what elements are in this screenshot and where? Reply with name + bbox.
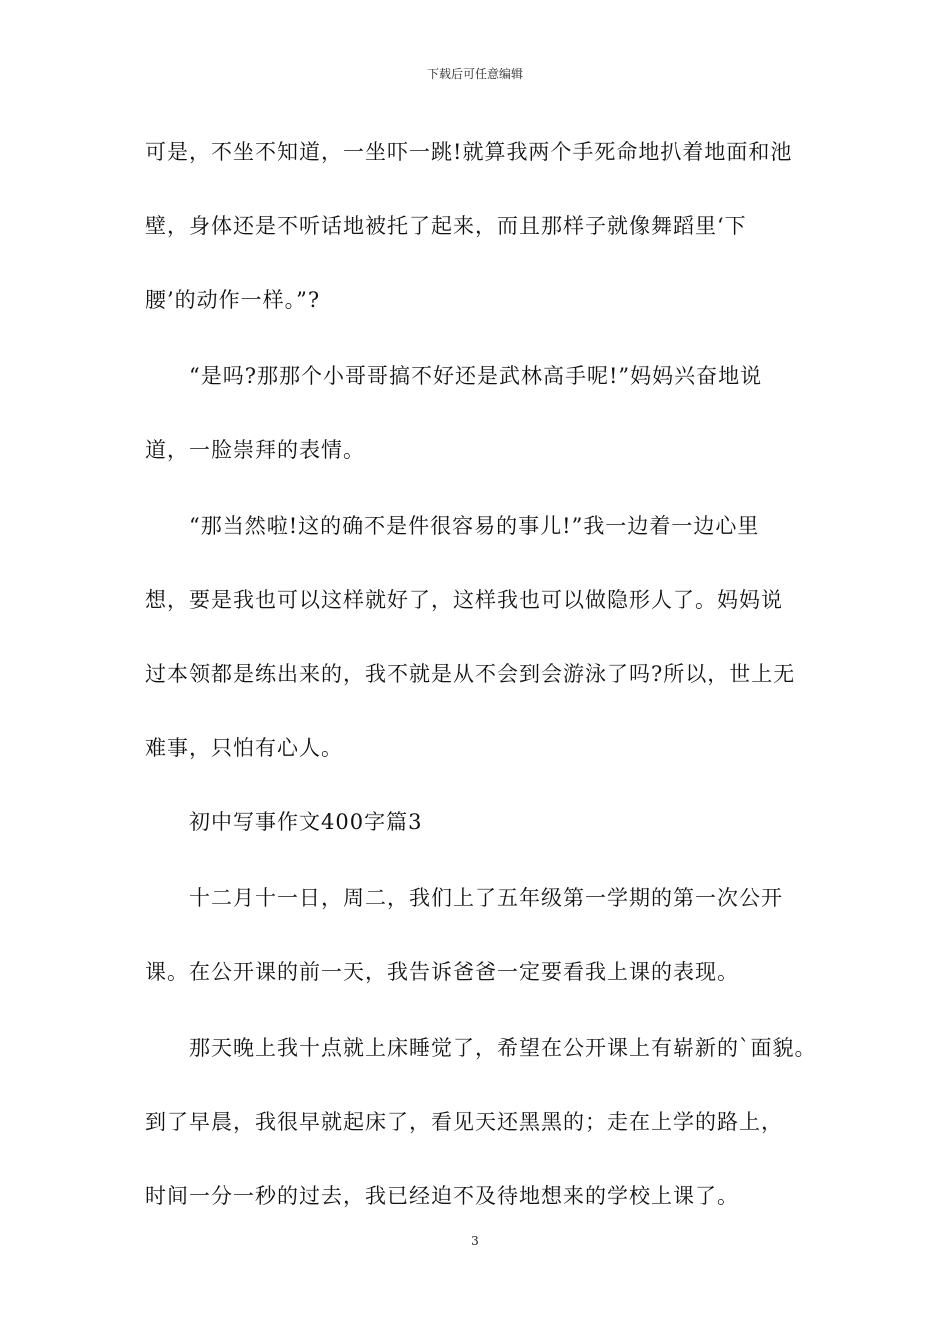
text-line-5: 道，一脸崇拜的表情。 xyxy=(145,438,365,462)
section-heading: 初中写事作文400字篇3 xyxy=(189,810,423,834)
text-line-9: 难事，只怕有心人。 xyxy=(145,736,343,760)
text-line-13: 那天晚上我十点就上床睡觉了，希望在公开课上有崭新的`面貌。 xyxy=(189,1036,817,1060)
text-line-12: 课。在公开课的前一天，我告诉爸爸一定要看我上课的表现。 xyxy=(145,960,739,984)
page-number: 3 xyxy=(471,1234,479,1248)
text-line-7: 想，要是我也可以这样就好了，这样我也可以做隐形人了。妈妈说 xyxy=(145,588,783,612)
text-line-8: 过本领都是练出来的，我不就是从不会到会游泳了吗?所以，世上无 xyxy=(145,662,796,686)
text-line-3: 腰’的动作一样。”? xyxy=(145,288,321,312)
text-line-1: 可是，不坐不知道，一坐吓一跳!就算我两个手死命地扒着地面和池 xyxy=(145,140,793,164)
text-line-4: “是吗?那那个小哥哥搞不好还是武林高手呢!”妈妈兴奋地说 xyxy=(189,364,763,388)
text-line-14: 到了早晨，我很早就起床了，看见天还黑黑的；走在上学的路上， xyxy=(145,1110,783,1134)
text-line-11: 十二月十一日，周二，我们上了五年级第一学期的第一次公开 xyxy=(189,886,783,910)
text-line-15: 时间一分一秒的过去，我已经迫不及待地想来的学校上课了。 xyxy=(145,1184,739,1208)
page-header: 下载后可任意编辑 xyxy=(426,67,523,81)
text-line-6: “那当然啦!这的确不是件很容易的事儿!”我一边着一边心里 xyxy=(189,514,760,538)
text-line-2: 壁，身体还是不听话地被托了起来，而且那样子就像舞蹈里‘下 xyxy=(145,214,747,238)
